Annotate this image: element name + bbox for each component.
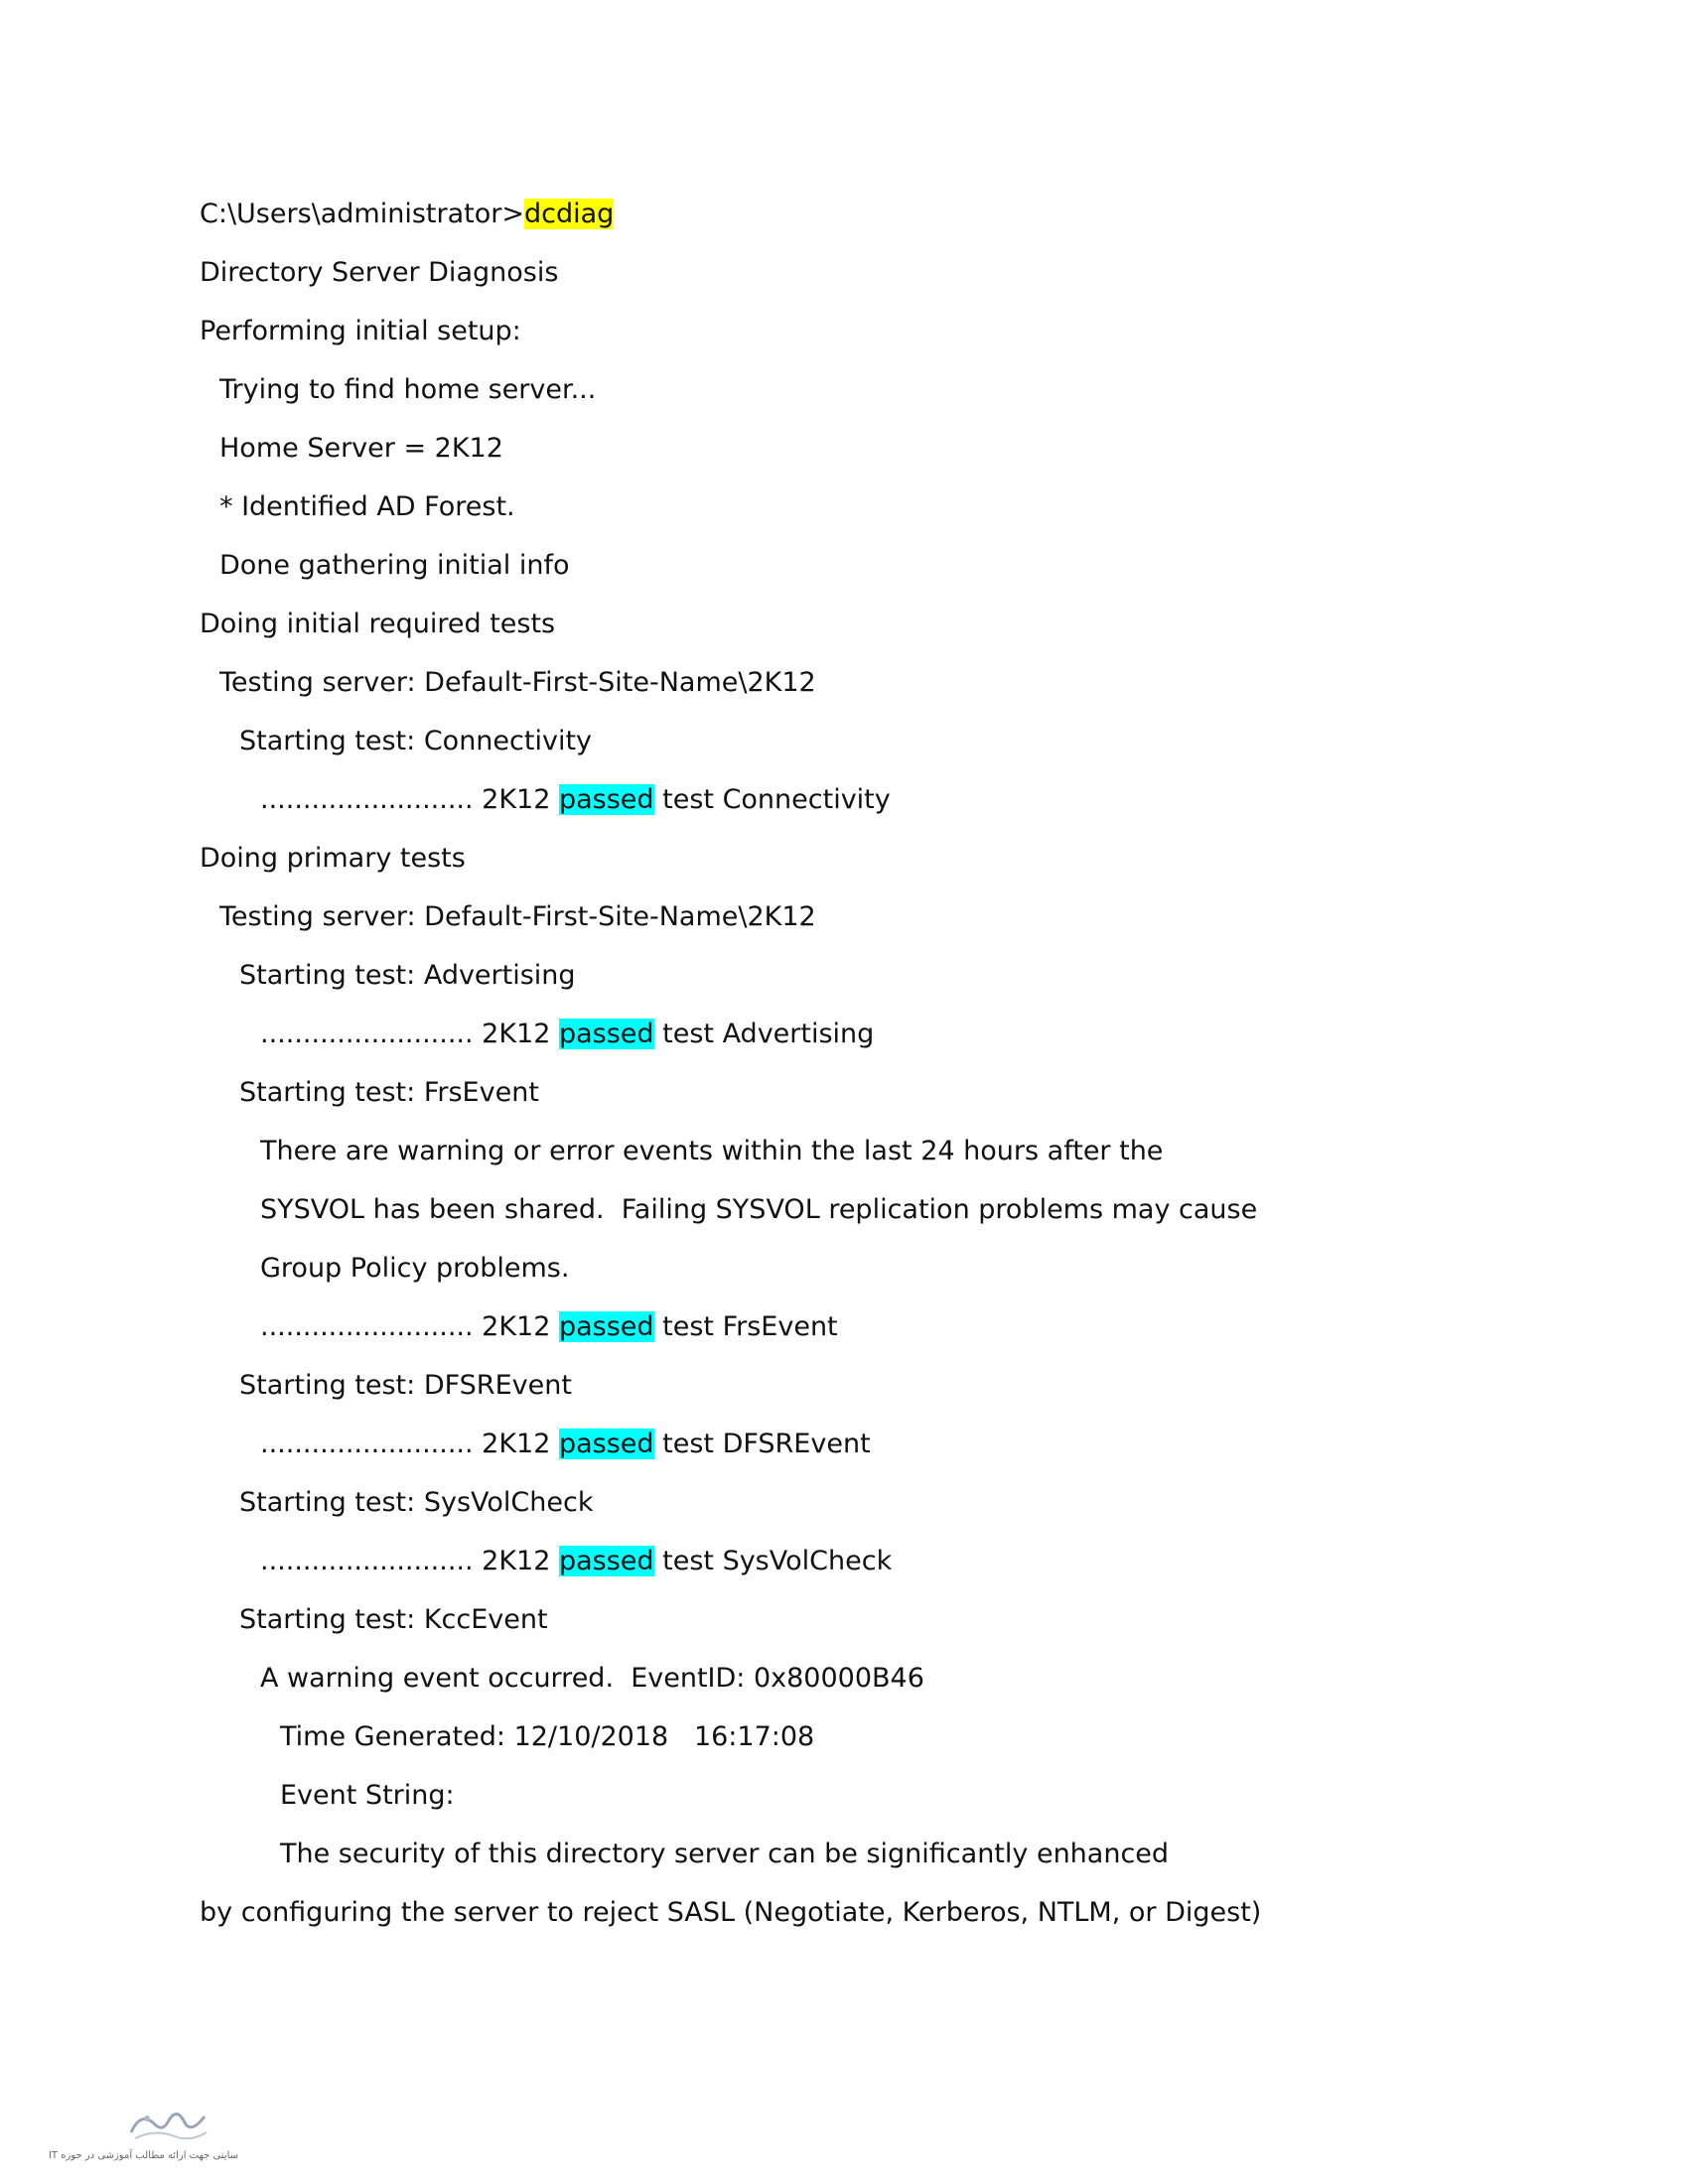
output-line: Trying to find home server... xyxy=(219,374,597,405)
output-line: * Identified AD Forest. xyxy=(219,491,515,522)
test-result-line: ......................... 2K12 passed test DFSREvent xyxy=(260,1429,871,1459)
output-line: SYSVOL has been shared. Failing SYSVOL replication problems may cause xyxy=(260,1194,1258,1225)
output-line: A warning event occurred. EventID: 0x80000B46 xyxy=(260,1663,924,1694)
output-line: Event String: xyxy=(280,1780,455,1811)
output-line: Doing initial required tests xyxy=(200,609,556,639)
site-logo-icon xyxy=(125,2103,211,2146)
output-line: Testing server: Default-First-Site-Name\2K12 xyxy=(219,901,816,932)
passed-highlight: passed xyxy=(558,1019,654,1049)
output-line: Starting test: Connectivity xyxy=(239,726,593,756)
test-result-line: ......................... 2K12 passed test Connectivity xyxy=(260,784,891,815)
output-line: Starting test: SysVolCheck xyxy=(239,1487,594,1518)
test-result-line: ......................... 2K12 passed test SysVolCheck xyxy=(260,1546,893,1576)
output-line: Home Server = 2K12 xyxy=(219,433,503,464)
output-line: Starting test: KccEvent xyxy=(239,1604,548,1635)
output-line: Starting test: DFSREvent xyxy=(239,1370,572,1401)
output-line: Starting test: FrsEvent xyxy=(239,1077,539,1108)
output-line: by configuring the server to reject SASL (Negotiate, Kerberos, NTLM, or Digest) xyxy=(200,1897,1262,1928)
command-line: C:\Users\administrator>dcdiag xyxy=(200,199,615,229)
output-line: The security of this directory server can be significantly enhanced xyxy=(280,1839,1170,1869)
command-highlight: dcdiag xyxy=(523,199,615,229)
footer-tagline: سایتی جهت ارائه مطالب آموزشی در حوزه IT xyxy=(48,2150,238,2161)
passed-highlight: passed xyxy=(558,1546,654,1576)
output-line: Directory Server Diagnosis xyxy=(200,257,559,288)
test-result-line: ......................... 2K12 passed test Advertising xyxy=(260,1019,875,1049)
output-line: There are warning or error events within the last 24 hours after the xyxy=(260,1136,1164,1166)
output-line: Performing initial setup: xyxy=(200,316,521,346)
passed-highlight: passed xyxy=(558,784,654,815)
passed-highlight: passed xyxy=(558,1429,654,1459)
output-line: Time Generated: 12/10/2018 16:17:08 xyxy=(280,1721,815,1752)
output-line: Testing server: Default-First-Site-Name\2K12 xyxy=(219,667,816,698)
output-line: Starting test: Advertising xyxy=(239,960,576,991)
output-line: Group Policy problems. xyxy=(260,1253,570,1284)
output-line: Doing primary tests xyxy=(200,843,466,874)
output-line: Done gathering initial info xyxy=(219,550,570,581)
test-result-line: ......................... 2K12 passed test FrsEvent xyxy=(260,1311,838,1342)
passed-highlight: passed xyxy=(558,1311,654,1342)
